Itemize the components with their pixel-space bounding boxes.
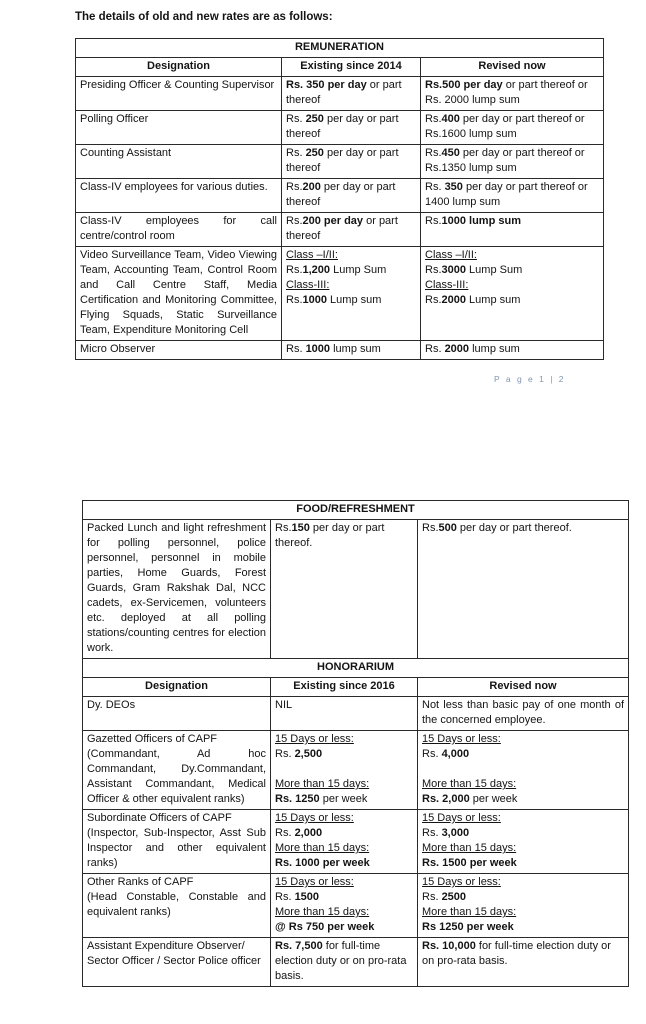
text-run: Presiding Officer & Counting Supervisor xyxy=(80,79,275,91)
text-run: 15 Days or less: xyxy=(275,876,354,888)
table-row xyxy=(83,659,629,678)
text-run: lump sum xyxy=(469,343,520,355)
text-run: Lump sum xyxy=(465,294,521,306)
text-run: More than 15 days: xyxy=(422,842,517,854)
text-run: 1000 xyxy=(302,294,327,306)
text-run: NIL xyxy=(275,699,293,711)
food-honorarium-table xyxy=(82,500,629,987)
text-run: Rs. xyxy=(286,215,303,227)
table-row xyxy=(83,874,629,938)
table-cell xyxy=(282,111,421,145)
table-cell xyxy=(418,938,629,987)
table-cell xyxy=(76,145,282,179)
text-run: Not less than basic pay of one month of the concerned employee. xyxy=(422,699,625,726)
text-run: or part thereof or Rs. 2000 lump sum xyxy=(425,79,588,106)
table-row xyxy=(83,501,629,520)
text-run: Rs. xyxy=(425,294,442,306)
text-run: 2,500 xyxy=(294,748,323,760)
text-run: Polling Officer xyxy=(80,113,149,125)
text-run: Rs. xyxy=(275,891,295,903)
text-run: 2500 xyxy=(441,891,467,903)
table-cell xyxy=(282,77,421,111)
table-cell xyxy=(282,179,421,213)
text-run: Rs. 1000 per week xyxy=(275,857,370,869)
text-run: 250 xyxy=(305,147,324,159)
text-run: Rs. xyxy=(425,343,445,355)
text-run: Lump Sum xyxy=(330,264,387,276)
page-number: P a g e 1 | 2 xyxy=(494,374,566,384)
text-run: Rs. 10,000 xyxy=(422,940,476,952)
text-run: per day or part thereof xyxy=(286,113,399,140)
table-cell xyxy=(418,810,629,874)
text-run: Rs. 2,000 xyxy=(422,793,470,805)
text-run: Subordinate Officers of CAPF xyxy=(87,812,232,824)
text-run: 4,000 xyxy=(441,748,470,760)
table-cell xyxy=(421,213,604,247)
text-run: or part thereof xyxy=(286,215,398,242)
text-run: 15 Days or less: xyxy=(422,812,501,824)
table-cell xyxy=(418,874,629,938)
table-cell xyxy=(271,874,418,938)
text-run: Rs. xyxy=(275,522,292,534)
text-run: 15 Days or less: xyxy=(422,733,501,745)
table-cell xyxy=(271,810,418,874)
text-run: 450 xyxy=(441,147,460,159)
table-row xyxy=(83,520,629,659)
table-row xyxy=(76,111,604,145)
table-cell xyxy=(418,731,629,810)
table-cell xyxy=(418,520,629,659)
text-run: Rs. 7,500 xyxy=(275,940,323,952)
table-cell xyxy=(418,697,629,731)
text-run: per week xyxy=(469,793,518,805)
text-run: per day or part thereof or 1400 lump sum xyxy=(425,181,588,208)
text-run: Rs. xyxy=(286,113,306,125)
text-run: Rs. 350 per day xyxy=(286,79,367,91)
table-row xyxy=(76,39,604,58)
text-run: 15 Days or less: xyxy=(275,812,354,824)
table-cell xyxy=(421,247,604,341)
table-cell xyxy=(83,520,271,659)
text-run: per day or part thereof xyxy=(286,181,396,208)
table-cell xyxy=(76,341,282,360)
text-run: for full-time election duty or on pro-rata basis. xyxy=(275,940,407,982)
text-run: (Head Constable, Constable and equivalent ranks) xyxy=(87,891,266,918)
section-title-cell: HONORARIUM xyxy=(83,659,629,678)
text-run: Assistant Expenditure Observer/ xyxy=(87,940,245,952)
text-run: 350 xyxy=(444,181,463,193)
table-row xyxy=(76,341,604,360)
text-run: More than 15 days: xyxy=(422,778,517,790)
text-run: Lump Sum xyxy=(465,264,523,276)
text-run: Rs. xyxy=(422,827,442,839)
text-run: Rs. 1250 xyxy=(275,793,320,805)
table-cell xyxy=(76,247,282,341)
table-cell xyxy=(282,341,421,360)
table-row xyxy=(83,678,629,697)
text-run: 3000 xyxy=(441,264,466,276)
text-run: Rs. xyxy=(425,181,445,193)
text-run: Rs. 1500 per week xyxy=(422,857,517,869)
text-run: Packed Lunch and light refreshment for polling personnel, police personnel, personnel in mobile parties, Home Guards, Forest Guards, Gram Rakshak Dal, NCC cadets, ex-Servicemen, volunteers etc. deployed at all polling stations/counting centres for election work. xyxy=(87,522,266,654)
table-cell xyxy=(76,111,282,145)
table-cell xyxy=(83,874,271,938)
table-cell xyxy=(282,247,421,341)
table-row xyxy=(76,77,604,111)
text-run: 1,200 xyxy=(302,264,331,276)
column-header-cell: Revised now xyxy=(418,678,629,697)
table-cell xyxy=(83,938,271,987)
text-run: Class –I/II: xyxy=(286,249,338,261)
table-cell xyxy=(421,77,604,111)
column-header-cell: Existing since 2014 xyxy=(282,58,421,77)
text-run: 3,000 xyxy=(441,827,470,839)
text-run: @ Rs 750 per week xyxy=(275,921,375,933)
text-run: per day or part thereof or Rs.1350 lump sum xyxy=(425,147,585,174)
text-run: Class-III: xyxy=(425,279,469,291)
text-run: lump sum xyxy=(330,343,381,355)
table-row xyxy=(76,58,604,77)
table-cell xyxy=(76,77,282,111)
table-row xyxy=(76,145,604,179)
section-title-cell: FOOD/REFRESHMENT xyxy=(83,501,629,520)
text-run: Rs. xyxy=(425,215,442,227)
text-run: Class –I/II: xyxy=(425,249,477,261)
table-row xyxy=(83,731,629,810)
text-run: per day or part thereof. xyxy=(275,522,385,549)
table-cell xyxy=(282,213,421,247)
text-run: Rs. xyxy=(422,522,439,534)
table-row xyxy=(83,697,629,731)
text-run: (Inspector, Sub-Inspector, Asst Sub Inspector and other equivalent ranks) xyxy=(87,827,266,869)
table-cell xyxy=(76,179,282,213)
text-run: or part thereof xyxy=(286,79,402,106)
text-run: More than 15 days: xyxy=(275,842,370,854)
text-run: Rs. xyxy=(286,181,303,193)
text-run: 400 xyxy=(441,113,460,125)
text-run: for full-time election duty or on pro-rata basis. xyxy=(422,940,611,967)
text-run: More than 15 days: xyxy=(422,906,517,918)
table-cell xyxy=(282,145,421,179)
remuneration-table xyxy=(75,38,604,360)
table-row xyxy=(76,213,604,247)
text-run: 15 Days or less: xyxy=(275,733,354,745)
column-header-cell: Designation xyxy=(76,58,282,77)
column-header-cell: Existing since 2016 xyxy=(271,678,418,697)
text-run: Rs. xyxy=(425,113,442,125)
text-run: Rs. xyxy=(422,891,442,903)
text-run: 1000 lump sum xyxy=(441,215,521,227)
text-run: Lump sum xyxy=(326,294,382,306)
intro-text: The details of old and new rates are as follows: xyxy=(75,11,333,23)
table-cell xyxy=(271,731,418,810)
text-run: Rs. xyxy=(275,827,295,839)
text-run: 200 per day xyxy=(302,215,364,227)
table-row xyxy=(83,810,629,874)
table-row xyxy=(83,938,629,987)
table-cell xyxy=(421,145,604,179)
text-run: Rs. xyxy=(286,147,306,159)
text-run: 150 xyxy=(291,522,310,534)
text-run: 1000 xyxy=(305,343,331,355)
text-run: Rs. xyxy=(286,294,303,306)
text-run: Gazetted Officers of CAPF xyxy=(87,733,218,745)
text-run: Rs. xyxy=(286,343,306,355)
column-header-cell: Designation xyxy=(83,678,271,697)
table-cell xyxy=(83,731,271,810)
text-run: Class-IV employees for various duties. xyxy=(80,181,268,193)
text-run: (Commandant, Ad hoc Commandant, Dy.Commandant, Assistant Commandant, Medical Officer & other equivalent ranks) xyxy=(87,748,266,805)
text-run: Rs. xyxy=(286,264,303,276)
text-run: Rs. xyxy=(425,264,442,276)
text-run: Micro Observer xyxy=(80,343,156,355)
text-run: 2,000 xyxy=(294,827,323,839)
text-run: Dy. DEOs xyxy=(87,699,136,711)
table-cell xyxy=(421,341,604,360)
text-run: Other Ranks of CAPF xyxy=(87,876,194,888)
text-run: Class-III: xyxy=(286,279,330,291)
table-cell xyxy=(83,697,271,731)
text-run: 200 xyxy=(302,181,321,193)
text-run: 250 xyxy=(305,113,324,125)
text-run: Rs 1250 per week xyxy=(422,921,514,933)
text-run: per week xyxy=(319,793,368,805)
text-run: Video Surveillance Team, Video Viewing Team, Accounting Team, Control Room and Call Centre Staff, Media Certification and Monitoring Committee, Flying Squads, Static Surveillance Team, Expenditure Monitoring Cell xyxy=(80,249,277,336)
table-cell xyxy=(83,810,271,874)
text-run: 2000 xyxy=(441,294,466,306)
table-cell xyxy=(76,213,282,247)
table-cell xyxy=(271,938,418,987)
text-run: Class-IV employees for call centre/control room xyxy=(80,215,277,242)
text-run: per day or part thereof. xyxy=(456,522,572,534)
table-cell xyxy=(421,179,604,213)
text-run: Rs.500 per day xyxy=(425,79,503,91)
text-run: Rs. xyxy=(422,748,442,760)
table-cell xyxy=(271,697,418,731)
text-run: Rs. xyxy=(425,147,442,159)
text-run: 15 Days or less: xyxy=(422,876,501,888)
text-run: Rs. xyxy=(275,748,295,760)
table-cell xyxy=(421,111,604,145)
column-header-cell: Revised now xyxy=(421,58,604,77)
text-run: per day or part thereof or Rs.1600 lump sum xyxy=(425,113,585,140)
text-run: 500 xyxy=(438,522,457,534)
text-run: More than 15 days: xyxy=(275,906,370,918)
text-run: 1500 xyxy=(294,891,320,903)
text-run: per day or part thereof xyxy=(286,147,399,174)
table-row xyxy=(76,247,604,341)
table-row xyxy=(76,179,604,213)
table-cell xyxy=(271,520,418,659)
text-run: 2000 xyxy=(444,343,470,355)
text-run: More than 15 days: xyxy=(275,778,370,790)
text-run: Counting Assistant xyxy=(80,147,172,159)
section-title-cell: REMUNERATION xyxy=(76,39,604,58)
text-run: Sector Officer / Sector Police officer xyxy=(87,955,261,967)
